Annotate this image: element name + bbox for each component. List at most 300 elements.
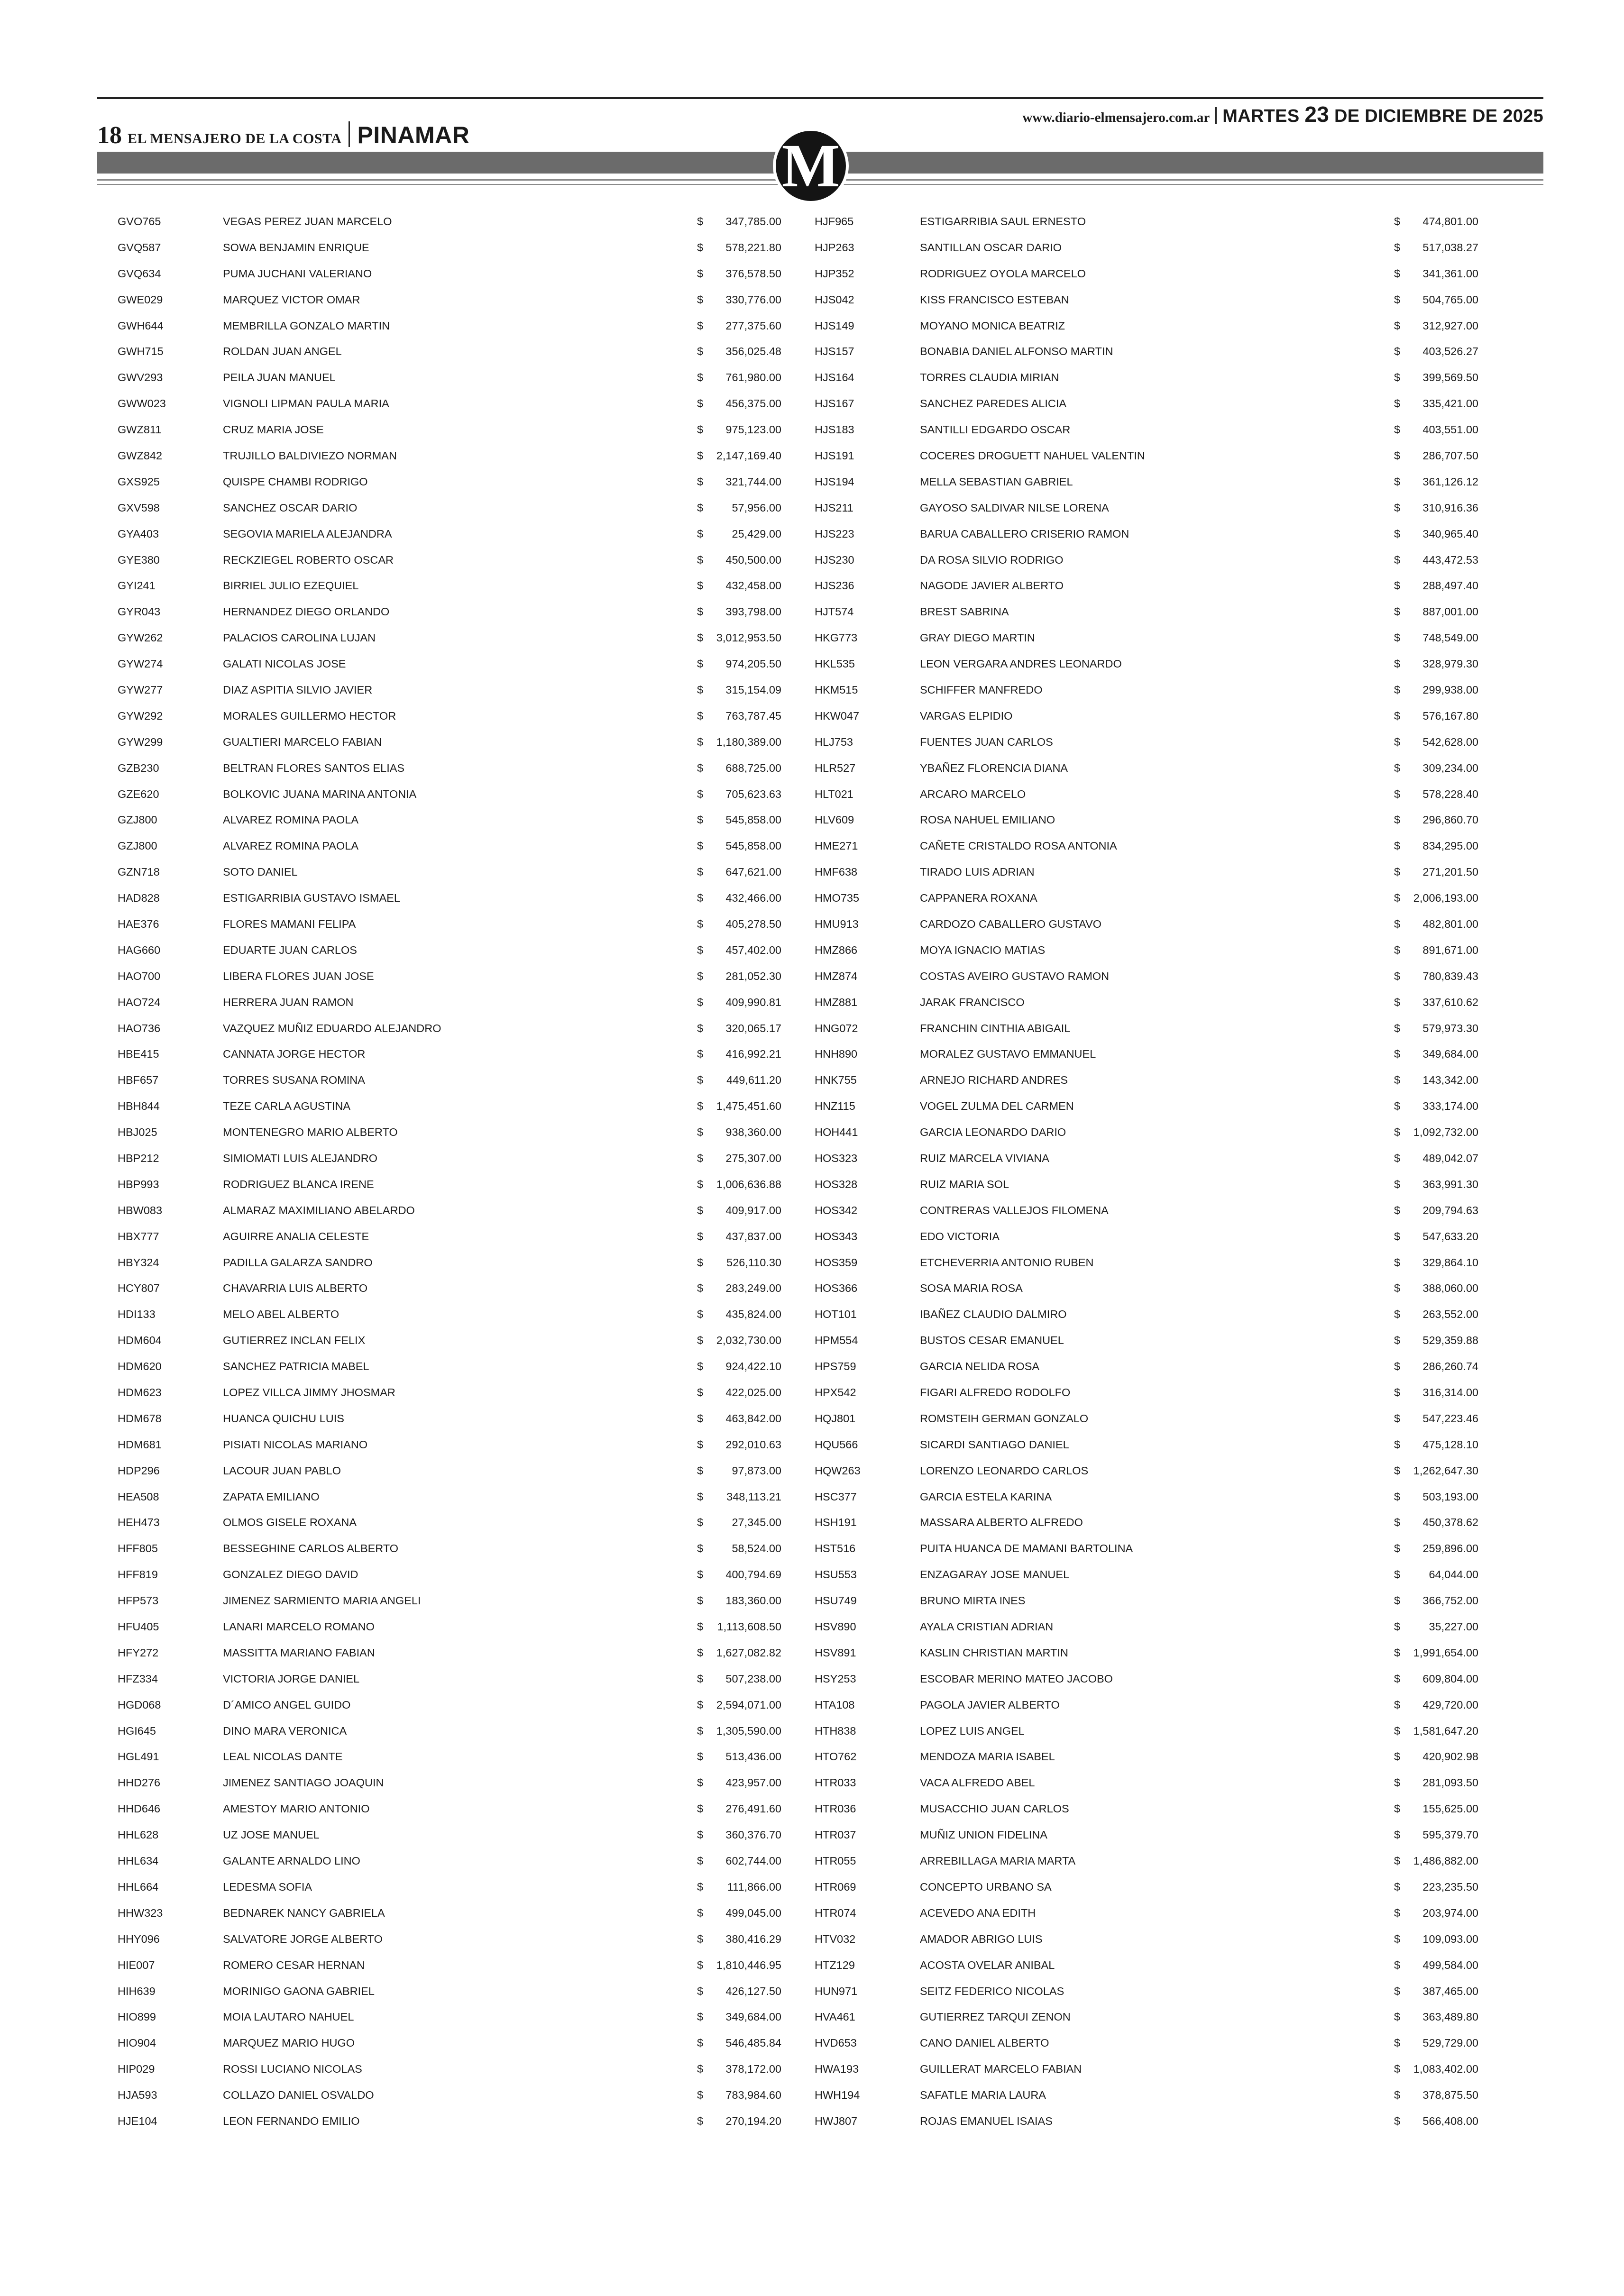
amount-cell bbox=[1394, 1491, 1478, 1503]
owner-name: AMADOR ABRIGO LUIS bbox=[920, 1932, 1043, 1945]
amount-value: 975,123.00 bbox=[725, 423, 781, 436]
list-row bbox=[815, 547, 1478, 573]
plate-code: HJA593 bbox=[118, 2089, 157, 2102]
list-row bbox=[118, 833, 781, 859]
amount-value: 348,113.21 bbox=[726, 1490, 781, 1503]
currency-symbol: $ bbox=[697, 892, 704, 905]
list-row bbox=[815, 1119, 1478, 1145]
list-row bbox=[118, 338, 781, 365]
amount-value: 349,684.00 bbox=[725, 2011, 781, 2023]
currency-symbol: $ bbox=[697, 501, 704, 514]
plate-code: HIP029 bbox=[118, 2063, 155, 2076]
amount-value: 547,633.20 bbox=[1422, 1230, 1478, 1243]
amount-cell bbox=[697, 215, 781, 228]
plate-code: HLV609 bbox=[815, 814, 854, 826]
amount-cell bbox=[1394, 2089, 1478, 2102]
amount-value: 316,314.00 bbox=[1422, 1386, 1478, 1399]
amount-value: 366,752.00 bbox=[1422, 1594, 1478, 1607]
currency-symbol: $ bbox=[1394, 1724, 1401, 1737]
currency-symbol: $ bbox=[1394, 605, 1401, 618]
list-row bbox=[118, 651, 781, 677]
amount-value: 517,038.27 bbox=[1422, 241, 1478, 254]
owner-name: LIBERA FLORES JUAN JOSE bbox=[223, 970, 374, 982]
amount-value: 579,973.30 bbox=[1422, 1022, 1478, 1034]
amount-value: 542,628.00 bbox=[1422, 735, 1478, 748]
owner-name: SALVATORE JORGE ALBERTO bbox=[223, 1932, 383, 1945]
owner-name: GUTIERREZ TARQUI ZENON bbox=[920, 2011, 1071, 2023]
amount-value: 341,361.00 bbox=[1422, 267, 1478, 280]
list-row bbox=[118, 1224, 781, 1250]
owner-name: EDO VICTORIA bbox=[920, 1230, 1000, 1243]
amount-cell bbox=[697, 840, 781, 852]
list-row bbox=[815, 1614, 1478, 1640]
currency-symbol: $ bbox=[1394, 527, 1401, 540]
currency-symbol: $ bbox=[697, 1100, 704, 1113]
owner-name: SEGOVIA MARIELA ALEJANDRA bbox=[223, 527, 392, 540]
amount-cell bbox=[697, 1100, 781, 1113]
list-row bbox=[815, 1900, 1478, 1926]
plate-code: HUN971 bbox=[815, 1985, 858, 1997]
amount-cell bbox=[1394, 814, 1478, 826]
owner-name: PEILA JUAN MANUEL bbox=[223, 371, 336, 384]
plate-code: HBF657 bbox=[118, 1074, 159, 1087]
currency-symbol: $ bbox=[697, 553, 704, 566]
list-row bbox=[815, 469, 1478, 495]
amount-cell bbox=[1394, 1178, 1478, 1191]
amount-cell bbox=[697, 1308, 781, 1321]
owner-name: MEMBRILLA GONZALO MARTIN bbox=[223, 319, 390, 332]
list-row bbox=[118, 1978, 781, 2004]
currency-symbol: $ bbox=[697, 2114, 704, 2127]
currency-symbol: $ bbox=[697, 1829, 704, 1841]
newspaper-logo bbox=[773, 128, 849, 204]
plate-code: GWE029 bbox=[118, 293, 163, 306]
owner-name: MUSACCHIO JUAN CARLOS bbox=[920, 1802, 1069, 1815]
currency-symbol: $ bbox=[697, 1802, 704, 1815]
list-row bbox=[815, 1250, 1478, 1276]
owner-name: ALVAREZ ROMINA PAOLA bbox=[223, 814, 358, 826]
plate-code: HCY807 bbox=[118, 1282, 160, 1295]
plate-code: HBJ025 bbox=[118, 1126, 157, 1139]
list-row bbox=[815, 1327, 1478, 1354]
owner-name: UZ JOSE MANUEL bbox=[223, 1829, 320, 1841]
amount-cell bbox=[697, 1594, 781, 1607]
plate-code: HDM620 bbox=[118, 1360, 162, 1373]
amount-value: 475,128.10 bbox=[1422, 1438, 1478, 1451]
issue-date bbox=[1222, 101, 1543, 127]
amount-cell bbox=[697, 1256, 781, 1269]
amount-cell bbox=[1394, 1907, 1478, 1920]
owner-name: MOIA LAUTARO NAHUEL bbox=[223, 2011, 354, 2023]
currency-symbol: $ bbox=[1394, 1542, 1401, 1555]
amount-cell bbox=[697, 449, 781, 462]
list-row bbox=[118, 989, 781, 1015]
plate-code: HFF805 bbox=[118, 1542, 158, 1555]
list-row bbox=[118, 1822, 781, 1848]
list-row bbox=[118, 443, 781, 469]
amount-cell bbox=[1394, 267, 1478, 280]
owner-name: SANTILLAN OSCAR DARIO bbox=[920, 241, 1062, 254]
amount-cell bbox=[1394, 1152, 1478, 1165]
currency-symbol: $ bbox=[1394, 501, 1401, 514]
plate-code: GWH644 bbox=[118, 319, 164, 332]
list-row bbox=[815, 313, 1478, 339]
list-row bbox=[118, 1198, 781, 1224]
amount-cell bbox=[697, 1204, 781, 1217]
amount-value: 435,824.00 bbox=[725, 1308, 781, 1321]
plate-code: HSU553 bbox=[815, 1568, 857, 1581]
owner-name: TORRES CLAUDIA MIRIAN bbox=[920, 371, 1059, 384]
amount-cell bbox=[697, 605, 781, 618]
owner-name: ETCHEVERRIA ANTONIO RUBEN bbox=[920, 1256, 1094, 1269]
currency-symbol: $ bbox=[697, 1855, 704, 1867]
logo-letter: M bbox=[781, 132, 840, 200]
plate-code: HTR036 bbox=[815, 1802, 856, 1815]
currency-symbol: $ bbox=[1394, 215, 1401, 228]
plate-code: HWA193 bbox=[815, 2063, 859, 2076]
plate-code: HKW047 bbox=[815, 709, 860, 722]
owner-name: NAGODE JAVIER ALBERTO bbox=[920, 579, 1064, 592]
plate-code: GZN718 bbox=[118, 866, 160, 878]
list-row bbox=[815, 1666, 1478, 1692]
amount-value: 2,006,193.00 bbox=[1413, 892, 1478, 905]
list-row bbox=[815, 1770, 1478, 1796]
list-row bbox=[118, 313, 781, 339]
owner-name: ACEVEDO ANA EDITH bbox=[920, 1906, 1036, 1919]
amount-cell bbox=[697, 423, 781, 436]
page-number: 18 bbox=[97, 122, 122, 149]
amount-value: 299,938.00 bbox=[1422, 683, 1478, 696]
list-row bbox=[118, 391, 781, 417]
list-row bbox=[118, 1380, 781, 1406]
list-row bbox=[118, 1042, 781, 1068]
plate-code: GYA403 bbox=[118, 527, 159, 540]
owner-name: GRAY DIEGO MARTIN bbox=[920, 631, 1035, 644]
owner-name: CRUZ MARIA JOSE bbox=[223, 423, 324, 436]
amount-cell bbox=[697, 1464, 781, 1477]
amount-cell bbox=[697, 554, 781, 567]
amount-cell bbox=[1394, 1881, 1478, 1894]
amount-value: 2,594,071.00 bbox=[716, 1698, 781, 1711]
plate-code: HTA108 bbox=[815, 1698, 855, 1711]
right-column-list bbox=[815, 209, 1478, 2134]
amount-cell bbox=[1394, 1673, 1478, 1685]
currency-symbol: $ bbox=[697, 735, 704, 748]
amount-value: 263,552.00 bbox=[1422, 1308, 1478, 1321]
plate-code: HMZ866 bbox=[815, 943, 858, 956]
currency-symbol: $ bbox=[1394, 1074, 1401, 1087]
owner-name: DINO MARA VERONICA bbox=[223, 1724, 347, 1737]
owner-name: QUISPE CHAMBI RODRIGO bbox=[223, 475, 368, 488]
owner-name: TRUJILLO BALDIVIEZO NORMAN bbox=[223, 449, 397, 462]
owner-name: BRUNO MIRTA INES bbox=[920, 1594, 1026, 1607]
plate-code: HPS759 bbox=[815, 1360, 856, 1373]
amount-value: 309,234.00 bbox=[1422, 761, 1478, 774]
owner-name: ESCOBAR MERINO MATEO JACOBO bbox=[920, 1672, 1113, 1685]
amount-value: 380,416.29 bbox=[725, 1932, 781, 1945]
amount-cell bbox=[1394, 1594, 1478, 1607]
list-row bbox=[118, 1588, 781, 1614]
currency-symbol: $ bbox=[697, 1204, 704, 1217]
currency-symbol: $ bbox=[697, 1048, 704, 1061]
currency-symbol: $ bbox=[697, 1386, 704, 1399]
currency-symbol: $ bbox=[697, 1542, 704, 1555]
currency-symbol: $ bbox=[697, 1230, 704, 1243]
plate-code: HPM554 bbox=[815, 1334, 858, 1347]
list-row bbox=[815, 1874, 1478, 1900]
amount-cell bbox=[697, 631, 781, 644]
currency-symbol: $ bbox=[1394, 1985, 1401, 1997]
amount-cell bbox=[1394, 371, 1478, 384]
owner-name: IBAÑEZ CLAUDIO DALMIRO bbox=[920, 1308, 1067, 1321]
plate-code: HNG072 bbox=[815, 1022, 858, 1034]
currency-symbol: $ bbox=[697, 1074, 704, 1087]
amount-value: 155,625.00 bbox=[1422, 1802, 1478, 1815]
plate-code: HFY272 bbox=[118, 1646, 159, 1659]
amount-value: 578,228.40 bbox=[1422, 787, 1478, 800]
amount-cell bbox=[1394, 1048, 1478, 1061]
owner-name: PADILLA GALARZA SANDRO bbox=[223, 1256, 373, 1269]
owner-name: DA ROSA SILVIO RODRIGO bbox=[920, 553, 1064, 566]
amount-cell bbox=[1394, 892, 1478, 905]
currency-symbol: $ bbox=[1394, 814, 1401, 826]
amount-value: 474,801.00 bbox=[1422, 215, 1478, 228]
list-row bbox=[118, 417, 781, 443]
currency-symbol: $ bbox=[697, 631, 704, 644]
plate-code: HBP993 bbox=[118, 1178, 159, 1190]
currency-symbol: $ bbox=[697, 241, 704, 254]
plate-code: HFU405 bbox=[118, 1620, 159, 1633]
plate-code: HBH844 bbox=[118, 1100, 160, 1113]
list-row bbox=[815, 1926, 1478, 1952]
plate-code: GXS925 bbox=[118, 475, 160, 488]
amount-cell bbox=[1394, 1256, 1478, 1269]
plate-code: HMF638 bbox=[815, 866, 858, 878]
plate-code: HKL535 bbox=[815, 658, 855, 670]
list-row bbox=[118, 495, 781, 521]
amount-value: 1,627,082.82 bbox=[716, 1646, 781, 1659]
plate-code: HHL628 bbox=[118, 1829, 159, 1841]
amount-value: 647,621.00 bbox=[725, 866, 781, 878]
currency-symbol: $ bbox=[1394, 423, 1401, 436]
list-row bbox=[118, 1510, 781, 1536]
plate-code: HJS236 bbox=[815, 579, 854, 592]
amount-value: 1,006,636.88 bbox=[716, 1178, 781, 1190]
amount-cell bbox=[1394, 736, 1478, 749]
amount-cell bbox=[697, 267, 781, 280]
currency-symbol: $ bbox=[1394, 1620, 1401, 1633]
plate-code: HAE376 bbox=[118, 917, 159, 930]
plate-code: HBE415 bbox=[118, 1048, 159, 1061]
currency-symbol: $ bbox=[1394, 1516, 1401, 1529]
currency-symbol: $ bbox=[697, 709, 704, 722]
owner-name: HUANCA QUICHU LUIS bbox=[223, 1412, 344, 1425]
amount-value: 356,025.48 bbox=[725, 345, 781, 358]
currency-symbol: $ bbox=[1394, 1230, 1401, 1243]
plate-code: HHD646 bbox=[118, 1802, 161, 1815]
plate-code: HHD276 bbox=[118, 1776, 161, 1789]
list-row bbox=[815, 1796, 1478, 1822]
currency-symbol: $ bbox=[697, 1906, 704, 1919]
plate-code: HOS343 bbox=[815, 1230, 858, 1243]
currency-symbol: $ bbox=[697, 658, 704, 670]
currency-symbol: $ bbox=[1394, 683, 1401, 696]
amount-value: 457,402.00 bbox=[725, 943, 781, 956]
list-row bbox=[815, 1822, 1478, 1848]
list-row bbox=[815, 1093, 1478, 1119]
amount-cell bbox=[697, 1985, 781, 1998]
list-row bbox=[118, 625, 781, 651]
amount-value: 1,305,590.00 bbox=[716, 1724, 781, 1737]
currency-symbol: $ bbox=[697, 371, 704, 384]
currency-symbol: $ bbox=[1394, 1126, 1401, 1139]
owner-name: GONZALEZ DIEGO DAVID bbox=[223, 1568, 358, 1581]
amount-value: 328,979.30 bbox=[1422, 658, 1478, 670]
currency-symbol: $ bbox=[1394, 2011, 1401, 2023]
plate-code: HBY324 bbox=[118, 1256, 159, 1269]
amount-value: 286,260.74 bbox=[1422, 1360, 1478, 1373]
amount-cell bbox=[1394, 1334, 1478, 1347]
amount-cell bbox=[1394, 970, 1478, 983]
plate-code: GVQ587 bbox=[118, 241, 161, 254]
plate-code: GYW277 bbox=[118, 683, 163, 696]
owner-name: PUITA HUANCA DE MAMANI BARTOLINA bbox=[920, 1542, 1133, 1555]
currency-symbol: $ bbox=[1394, 840, 1401, 852]
currency-symbol: $ bbox=[697, 345, 704, 358]
plate-code: HDP296 bbox=[118, 1464, 160, 1477]
list-row bbox=[118, 1406, 781, 1432]
amount-cell bbox=[697, 1178, 781, 1191]
owner-name: TIRADO LUIS ADRIAN bbox=[920, 866, 1035, 878]
currency-symbol: $ bbox=[1394, 1932, 1401, 1945]
amount-cell bbox=[697, 1386, 781, 1399]
amount-value: 450,500.00 bbox=[725, 553, 781, 566]
amount-value: 1,262,647.30 bbox=[1413, 1464, 1478, 1477]
owner-name: VARGAS ELPIDIO bbox=[920, 709, 1013, 722]
plate-code: HVD653 bbox=[815, 2037, 857, 2049]
amount-value: 409,917.00 bbox=[725, 1204, 781, 1217]
list-row bbox=[118, 807, 781, 833]
owner-name: VAZQUEZ MUÑIZ EDUARDO ALEJANDRO bbox=[223, 1022, 441, 1034]
plate-code: HMZ881 bbox=[815, 996, 858, 1008]
plate-code: HJT574 bbox=[815, 605, 854, 618]
owner-name: ARREBILLAGA MARIA MARTA bbox=[920, 1855, 1076, 1867]
amount-value: 443,472.53 bbox=[1422, 553, 1478, 566]
amount-cell bbox=[1394, 2115, 1478, 2128]
amount-cell bbox=[1394, 241, 1478, 254]
owner-name: PUMA JUCHANI VALERIANO bbox=[223, 267, 372, 280]
amount-cell bbox=[697, 944, 781, 957]
amount-value: 209,794.63 bbox=[1422, 1204, 1478, 1217]
currency-symbol: $ bbox=[697, 1022, 704, 1034]
owner-name: GARCIA NELIDA ROSA bbox=[920, 1360, 1040, 1373]
owner-name: SICARDI SANTIAGO DANIEL bbox=[920, 1438, 1069, 1451]
owner-name: BELTRAN FLORES SANTOS ELIAS bbox=[223, 761, 405, 774]
amount-cell bbox=[697, 241, 781, 254]
plate-code: HSV890 bbox=[815, 1620, 856, 1633]
list-row bbox=[815, 1458, 1478, 1484]
amount-cell bbox=[1394, 2063, 1478, 2076]
owner-name: BEDNAREK NANCY GABRIELA bbox=[223, 1906, 385, 1919]
amount-cell bbox=[1394, 1647, 1478, 1659]
owner-name: SANCHEZ OSCAR DARIO bbox=[223, 501, 358, 514]
currency-symbol: $ bbox=[697, 1568, 704, 1581]
list-row bbox=[118, 2056, 781, 2082]
owner-name: JIMENEZ SARMIENTO MARIA ANGELI bbox=[223, 1594, 421, 1607]
currency-symbol: $ bbox=[1394, 1776, 1401, 1789]
currency-symbol: $ bbox=[697, 943, 704, 956]
currency-symbol: $ bbox=[1394, 996, 1401, 1008]
list-row bbox=[815, 1848, 1478, 1874]
plate-code: HOT101 bbox=[815, 1308, 857, 1321]
plate-code: HGI645 bbox=[118, 1724, 156, 1737]
amount-value: 97,873.00 bbox=[732, 1464, 781, 1477]
amount-cell bbox=[697, 762, 781, 775]
list-row bbox=[815, 989, 1478, 1015]
plate-code: HDM678 bbox=[118, 1412, 162, 1425]
amount-cell bbox=[1394, 1464, 1478, 1477]
amount-cell bbox=[697, 1282, 781, 1295]
owner-name: GALANTE ARNALDO LINO bbox=[223, 1855, 360, 1867]
owner-name: RECKZIEGEL ROBERTO OSCAR bbox=[223, 553, 394, 566]
amount-value: 376,578.50 bbox=[725, 267, 781, 280]
owner-name: ALMARAZ MAXIMILIANO ABELARDO bbox=[223, 1204, 415, 1217]
amount-value: 183,360.00 bbox=[725, 1594, 781, 1607]
list-row bbox=[118, 1301, 781, 1327]
plate-code: HHL634 bbox=[118, 1855, 159, 1867]
plate-code: HKM515 bbox=[815, 683, 858, 696]
amount-cell bbox=[697, 1438, 781, 1451]
currency-symbol: $ bbox=[1394, 1048, 1401, 1061]
list-row bbox=[118, 1145, 781, 1171]
owner-name: AYALA CRISTIAN ADRIAN bbox=[920, 1620, 1054, 1633]
owner-name: MOYA IGNACIO MATIAS bbox=[920, 943, 1046, 956]
amount-value: 2,147,169.40 bbox=[716, 449, 781, 462]
amount-value: 891,671.00 bbox=[1422, 943, 1478, 956]
list-row bbox=[815, 1432, 1478, 1458]
currency-symbol: $ bbox=[1394, 2089, 1401, 2102]
list-row bbox=[118, 1796, 781, 1822]
currency-symbol: $ bbox=[697, 866, 704, 878]
amount-cell bbox=[1394, 1438, 1478, 1451]
currency-symbol: $ bbox=[1394, 970, 1401, 982]
amount-cell bbox=[697, 1491, 781, 1503]
amount-cell bbox=[1394, 1230, 1478, 1243]
amount-value: 437,837.00 bbox=[725, 1230, 781, 1243]
list-row bbox=[118, 235, 781, 261]
owner-name: OLMOS GISELE ROXANA bbox=[223, 1516, 357, 1529]
amount-cell bbox=[697, 970, 781, 983]
amount-cell bbox=[697, 1829, 781, 1841]
plate-code: HAO724 bbox=[118, 996, 161, 1008]
currency-symbol: $ bbox=[1394, 1100, 1401, 1113]
owner-name: MARQUEZ MARIO HUGO bbox=[223, 2037, 355, 2049]
amount-value: 310,916.36 bbox=[1422, 501, 1478, 514]
list-row bbox=[118, 1171, 781, 1198]
plate-code: HTR074 bbox=[815, 1906, 856, 1919]
currency-symbol: $ bbox=[1394, 1646, 1401, 1659]
list-row bbox=[118, 2082, 781, 2108]
owner-name: MORALEZ GUSTAVO EMMANUEL bbox=[920, 1048, 1096, 1061]
list-row bbox=[815, 807, 1478, 833]
header-right bbox=[1022, 101, 1543, 127]
list-row bbox=[815, 1406, 1478, 1432]
owner-name: MELO ABEL ALBERTO bbox=[223, 1308, 339, 1321]
list-row bbox=[118, 1666, 781, 1692]
list-row bbox=[815, 1692, 1478, 1718]
list-row bbox=[118, 911, 781, 937]
amount-value: 349,684.00 bbox=[1422, 1048, 1478, 1061]
